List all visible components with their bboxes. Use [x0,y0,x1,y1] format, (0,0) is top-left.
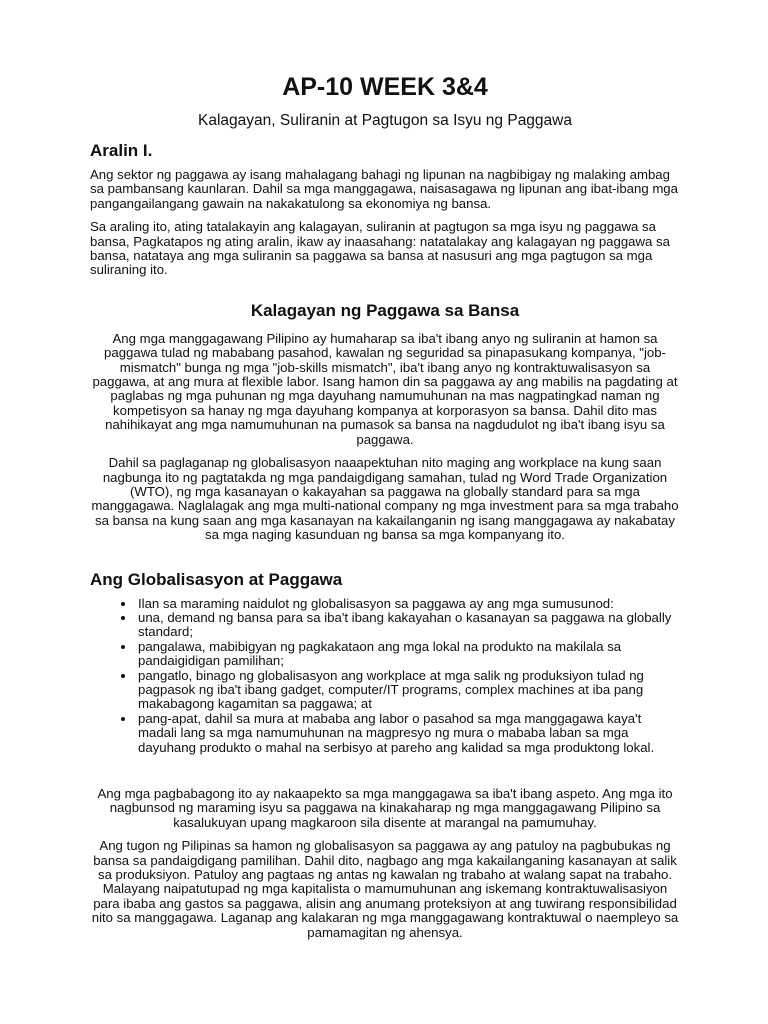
list-item: • pang-apat, dahil sa mura at mababa ang labor o pasahod sa mga manggagawa kaya't madali lang sa mga namumuhunan na magpresyo ng mura o mababa laban sa mga dayuhang produkto o mahal na serbisyo at pareho ang kalidad sa mga produktong lokal. [136,712,680,755]
section-heading-globalisasyon: Ang Globalisasyon at Paggawa [90,569,343,589]
section1-paragraph-2: Dahil sa paglaganap ng globalisasyon naaapektuhan nito maging ang workplace na kung saan nagbunga ito ng pagtatakda ng mga pandaigdigang samahan, tulad ng Word Trade Organization (WTO), ng mga kasanayan o kakayahan sa paggawa na globally standard para sa mga manggagawa. Naglalagak ang mga multi-national company ng mga investment para sa mga trabaho sa bansa na kung saan ang mga kasanayan na kakailanganin ng isang manggagawa ay nakabatay sa mga naging kasunduan ng bansa sa mga kompanyang ito. [91,455,679,543]
list-item: • pangatlo, binago ng globalisasyon ang workplace at mga salik ng produksiyon tulad ng pagpasok ng iba't ibang gadget, computer/IT programs, complex machines at iba pang makabagong kagamitan sa paggawa; at [136,669,680,712]
document-title: AP-10 WEEK 3&4 [282,73,488,101]
intro-paragraph-1: Ang sektor ng paggawa ay isang mahalagang bahagi ng lipunan na nagbibigay ng malaking ambag sa pambansang kaunlaran. Dahil sa mga manggagawa, naisasagawa ng lipunan ang ibat-ibang mga pangangailangang gawain na nakakatulong sa ekonomiya ng bansa. [90,167,678,211]
lesson-heading: Aralin I. [90,141,153,160]
globalization-effects-list [90,597,680,755]
section1-paragraph-1: Ang mga manggagawang Pilipino ay humaharap sa iba't ibang anyo ng suliranin at hamon sa paggawa tulad ng mababang pasahod, kawalan ng seguridad sa pinapasukang kompanya, "job-mismatch" bunga ng mga "job-skills mismatch", iba't ibang anyo ng kontraktuwalisasyon sa paggawa, at ang mura at flexible labor. Isang hamon din sa paggawa ay ang mabilis na pagdating at paglabas ng mga puhunan ng mga dayuhang namumuhunan na mas nagpatingkad naman ng kompetisyon sa hanay ng mga dayuhang kompanya at korporasyon sa bansa. Dahil dito mas nahihikayat ang mga namumuhunan na pumasok sa bansa na nagdudulot ng iba't ibang isyu sa paggawa. [92,330,678,447]
document-subtitle: Kalagayan, Suliranin at Pagtugon sa Isyu ng Paggawa [198,112,572,129]
list-item: • Ilan sa maraming naidulot ng globalisasyon sa paggawa ay ang mga sumusunod: [136,597,680,611]
section-heading-kalagayan: Kalagayan ng Paggawa sa Bansa [250,300,520,320]
list-item: • pangalawa, mabibigyan ng pagkakataon ang mga lokal na produkto na makilala sa pandaigidigan pamilihan; [136,640,680,669]
closing-paragraph-2: Ang tugon ng Pilipinas sa hamon ng globalisasyon sa paggawa ay ang patuloy na pagbubukas ng bansa sa pandaigdigang pamilihan. Dahil dito, nagbago ang mga kakailanganing kasanayan at salik sa produksiyon. Patuloy ang pagtaas ng antas ng kawalan ng trabaho at walang sapat na trabaho. Malayang naipatutupad ng mga kapitalista o mamumuhunan ang iskemang kontraktuwalisasiyon para ibaba ang gastos sa paggawa, alisin ang anumang proteksiyon at ang tuwirang responsibilidad nito sa manggagawa. Laganap ang kalakaran ng mga manggagawang kontraktuwal o naempleyo sa pamamagitan ng ahensya. [91,838,679,940]
list-item: • una, demand ng bansa para sa iba't ibang kakayahan o kasanayan sa paggawa na globally standard; [136,611,680,640]
closing-paragraph-1: Ang mga pagbabagong ito ay nakaapekto sa mga manggagawa sa iba't ibang aspeto. Ang mga ito nagbunsod ng maraming isyu sa paggawa na kinakaharap ng mga manggagawang Pilipino sa kasalukuyan upang magkaroon sila disente at marangal na pamumuhay. [97,786,673,830]
intro-paragraph-2: Sa araling ito, ating tatalakayin ang kalagayan, suliranin at pagtugon sa mga isyu ng paggawa sa bansa, Pagkatapos ng ating aralin, ikaw ay inaasahang: natatalakay ang kalagayan ng paggawa sa bansa, natataya ang mga suliranin sa paggawa sa bansa at nasusuri ang mga pagtugon sa mga suliraning ito. [90,219,670,278]
